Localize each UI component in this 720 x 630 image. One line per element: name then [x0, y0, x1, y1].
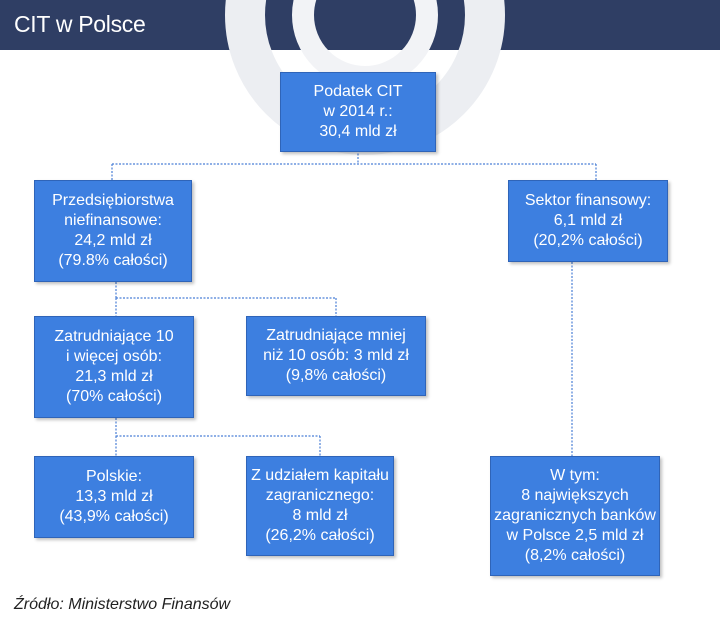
node-foreign-banks	[490, 456, 660, 576]
node-foreign-banks-line: zagranicznych banków	[494, 507, 656, 524]
node-employ-less-10-line: (9,8% całości)	[285, 367, 387, 384]
node-financial-line: Sektor finansowy:	[524, 192, 652, 209]
node-financial-line: (20,2% całości)	[533, 232, 643, 249]
node-foreign-capital-line: 8 mld zł	[292, 507, 348, 524]
node-foreign-capital-line: Z udziałem kapitału	[251, 467, 389, 484]
node-employ-10-plus-line: 21,3 mld zł	[75, 368, 153, 385]
page-title: CIT w Polsce	[14, 11, 146, 37]
node-cit-total-line: w 2014 r.:	[323, 103, 393, 120]
node-foreign-banks-line: (8,2% całości)	[524, 547, 626, 564]
node-foreign-banks-line: W tym:	[550, 467, 600, 484]
node-polish-line: 13,3 mld zł	[75, 488, 153, 505]
node-foreign-banks-line: w Polsce 2,5 mld zł	[506, 527, 644, 544]
node-nonfinancial-line: Przedsiębiorstwa	[52, 192, 174, 209]
node-employ-less-10-line: niż 10 osób: 3 mld zł	[263, 347, 409, 364]
node-polish-line: (43,9% całości)	[59, 508, 169, 525]
node-foreign-capital-line: (26,2% całości)	[265, 527, 375, 544]
node-nonfinancial-line: 24,2 mld zł	[74, 232, 152, 249]
node-foreign-capital	[246, 456, 394, 556]
node-nonfinancial-line: niefinansowe:	[64, 212, 162, 229]
node-employ-10-plus-line: (70% całości)	[65, 388, 163, 405]
node-foreign-capital-line: zagranicznego:	[265, 487, 375, 504]
node-employ-10-plus	[34, 316, 194, 418]
node-employ-10-plus-line: Zatrudniające 10	[54, 328, 174, 345]
node-financial-line: 6,1 mld zł	[553, 212, 623, 229]
node-nonfinancial	[34, 180, 192, 282]
node-cit-total-line: 30,4 mld zł	[319, 123, 397, 140]
node-financial	[508, 180, 668, 262]
node-nonfinancial-line: (79.8% całości)	[58, 252, 168, 269]
node-employ-10-plus-line: i więcej osób:	[65, 348, 163, 365]
node-polish	[34, 456, 194, 538]
node-cit-total-line: Podatek CIT	[313, 83, 403, 100]
node-employ-less-10	[246, 316, 426, 396]
source-note: Źródło: Ministerstwo Finansów	[14, 596, 231, 613]
node-foreign-banks-line: 8 największych	[521, 487, 629, 504]
node-employ-less-10-line: Zatrudniające mniej	[266, 327, 406, 344]
node-polish-line: Polskie:	[85, 468, 143, 485]
node-cit-total	[280, 72, 436, 152]
